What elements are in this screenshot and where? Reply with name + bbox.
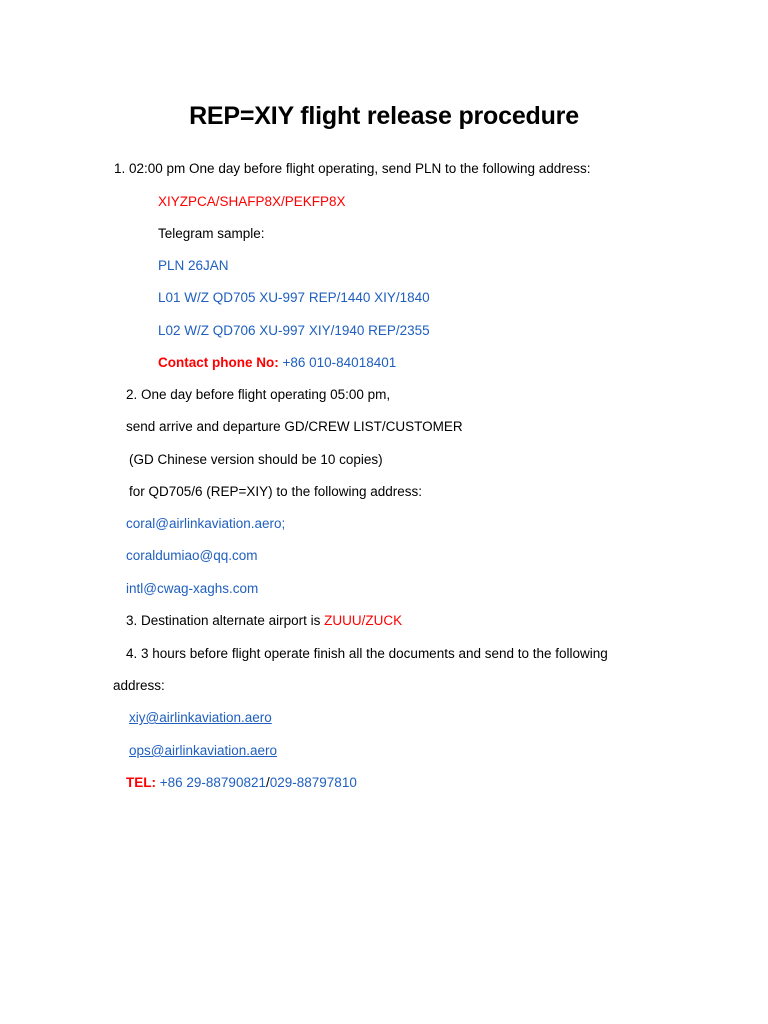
step-2-send-line: send arrive and departure GD/CREW LIST/CUSTOMER [126, 419, 463, 434]
step-2-text: 2. One day before flight operating 05:00 pm, [126, 387, 391, 402]
telegram-sample-label: Telegram sample: [158, 226, 265, 241]
email-xiy-link[interactable]: xiy@airlinkaviation.aero [129, 710, 272, 725]
telegram-leg-2: L02 W/Z QD706 XU-997 XIY/1940 REP/2355 [158, 323, 430, 338]
telegram-leg-1: L01 W/Z QD705 XU-997 REP/1440 XIY/1840 [158, 290, 430, 305]
sita-addresses: XIYZPCA/SHAFP8X/PEKFP8X [158, 194, 346, 209]
page-title: REP=XIY flight release procedure [189, 102, 579, 130]
step-3-text: 3. Destination alternate airport is [126, 613, 325, 628]
tel-number-1: +86 29-88790821 [156, 775, 266, 790]
email-intl[interactable]: intl@cwag-xaghs.com [126, 581, 259, 596]
telegram-pln-line: PLN 26JAN [158, 258, 229, 273]
tel-line [126, 774, 357, 792]
tel-label: TEL: [126, 775, 156, 790]
step-4-text: 4. 3 hours before flight operate finish all the documents and send to the following [126, 646, 608, 661]
step-4-address-label: address: [113, 678, 165, 693]
alternate-airports: ZUUU/ZUCK [324, 613, 403, 628]
step-2-flight-line: for QD705/6 (REP=XIY) to the following address: [129, 484, 423, 499]
email-coraldumiao[interactable]: coraldumiao@qq.com [126, 548, 258, 563]
step-2-gd-note: (GD Chinese version should be 10 copies) [129, 452, 383, 467]
contact-phone-label: Contact phone No: [158, 355, 279, 370]
email-ops-link[interactable]: ops@airlinkaviation.aero [129, 743, 278, 758]
tel-number-2: 029-88797810 [269, 775, 357, 790]
contact-phone-line [158, 354, 396, 372]
step-1-text: 1. 02:00 pm One day before flight operating, send PLN to the following address: [114, 161, 591, 176]
tel-separator: / [265, 775, 270, 790]
step-3-line [126, 612, 402, 630]
email-coral[interactable]: coral@airlinkaviation.aero; [126, 516, 286, 531]
contact-phone-value: +86 010-84018401 [278, 355, 397, 370]
